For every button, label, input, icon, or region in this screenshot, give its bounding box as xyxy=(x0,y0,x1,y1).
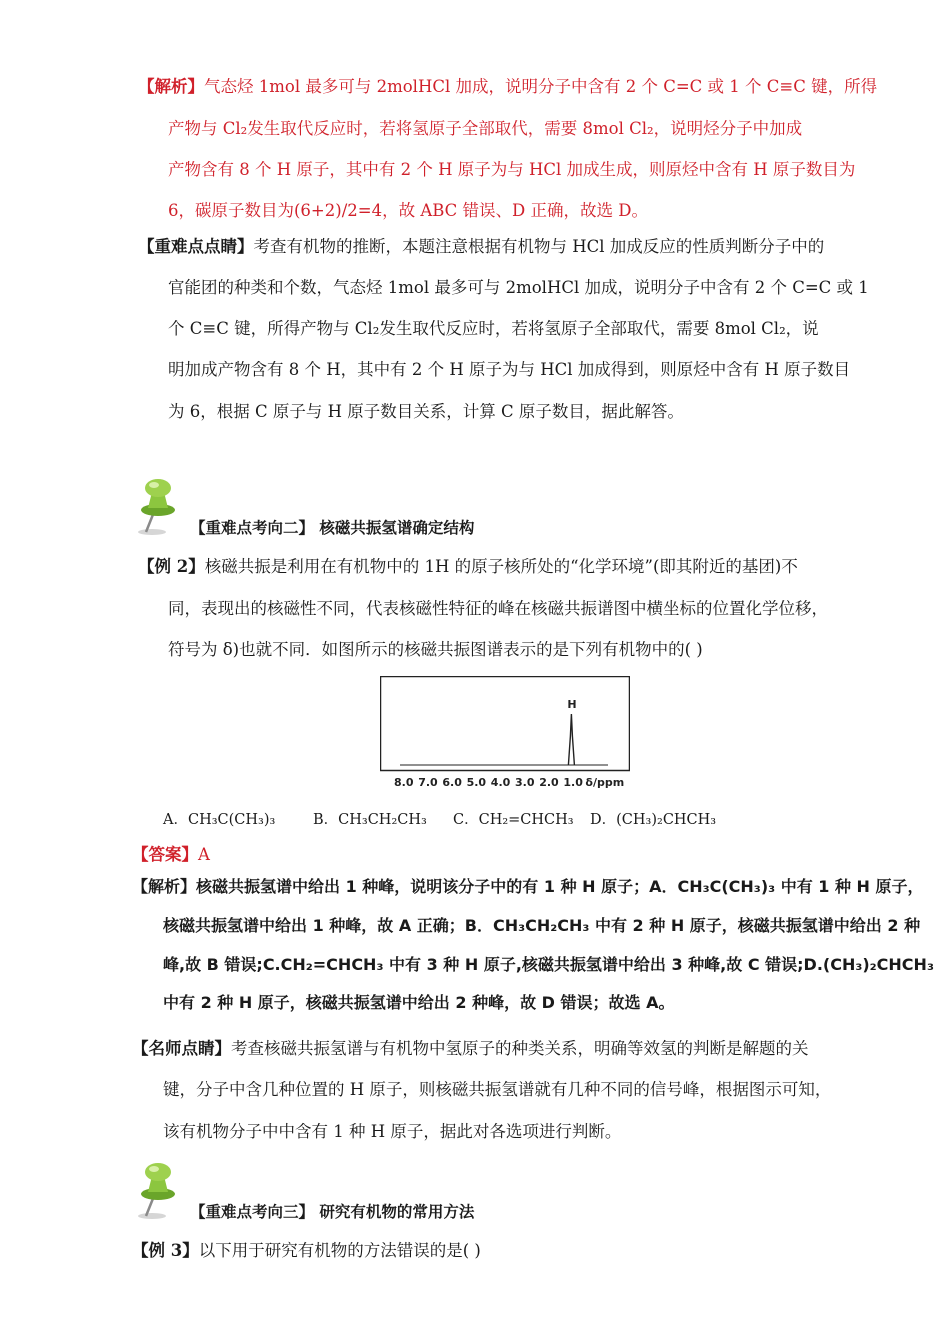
peak-label: H xyxy=(567,698,577,711)
teacher-note-tag: 【名师点睛】 xyxy=(132,1039,231,1058)
pushpin-icon xyxy=(128,1158,188,1222)
example-3-tag: 【例 3】 xyxy=(132,1241,199,1260)
teacher-note-line-3: 该有机物分子中中含有 1 种 H 原子，据此对各选项进行判断。 xyxy=(163,1122,622,1141)
example-2-line-1: 【例 2】核磁共振是利用在有机物中的 1H 的原子核所处的“化学环境”(即其附近的基团)不 xyxy=(138,557,798,576)
analysis-line-2: 产物与 Cl₂发生取代反应时，若将氢原子全部取代，需要 8mol Cl₂，说明烃分子中加成 xyxy=(168,119,803,138)
x-tick-label: 3.0 xyxy=(515,776,535,789)
analysis-2-line-4: 中有 2 种 H 原子，核磁共振氢谱中给出 2 种峰，故 D 错误；故选 A。 xyxy=(163,993,675,1012)
section-heading-2: 【重难点考向二】 核磁共振氢谱确定结构 xyxy=(190,519,475,537)
x-tick-label: 1.0 xyxy=(563,776,583,789)
example-3-line: 【例 3】以下用于研究有机物的方法错误的是( ) xyxy=(132,1241,481,1260)
nmr-peak xyxy=(568,714,574,765)
analysis-2-line-1: 【解析】核磁共振氢谱中给出 1 种峰，说明该分子中的有 1 种 H 原子；A．CH₃C(CH₃)₃ 中有 1 种 H 原子， xyxy=(132,877,924,896)
x-tick-label: 5.0 xyxy=(466,776,487,789)
key-point-line-2: 官能团的种类和个数，气态烃 1mol 最多可与 2molHCl 加成，说明分子中含有 2 个 C=C 或 1 xyxy=(168,278,869,297)
analysis-tag: 【解析】 xyxy=(138,77,204,96)
answer-value: A xyxy=(198,845,210,864)
key-point-tag: 【重难点点睛】 xyxy=(138,237,254,256)
x-tick-label: 8.0 xyxy=(394,776,414,789)
option-b[interactable]: B．CH₃CH₂CH₃ xyxy=(313,812,427,828)
teacher-note-line-2: 键，分子中含几种位置的 H 原子，则核磁共振氢谱就有几种不同的信号峰，根据图示可知， xyxy=(163,1080,832,1099)
example-2-tag: 【例 2】 xyxy=(138,557,205,576)
teacher-note-line-1: 【名师点睛】考查核磁共振氢谱与有机物中氢原子的种类关系，明确等效氢的判断是解题的关 xyxy=(132,1039,809,1058)
option-c[interactable]: C．CH₂=CHCH₃ xyxy=(453,812,574,828)
analysis-line-4: 6，碳原子数目为(6+2)/2=4，故 ABC 错误、D 正确，故选 D。 xyxy=(168,201,648,220)
key-point-line-4: 明加成产物含有 8 个 H，其中有 2 个 H 原子为与 HCl 加成得到，则原烃中含有 H 原子数目 xyxy=(168,360,851,379)
option-d[interactable]: D．(CH₃)₂CHCH₃ xyxy=(590,812,717,828)
x-tick-label: 7.0 xyxy=(418,776,438,789)
analysis-2-line-2: 核磁共振氢谱中给出 1 种峰，故 A 正确；B．CH₃CH₂CH₃ 中有 2 种 H 原子，核磁共振氢谱中给出 2 种 xyxy=(163,916,921,935)
key-point-line-5: 为 6，根据 C 原子与 H 原子数目关系，计算 C 原子数目，据此解答。 xyxy=(168,402,684,421)
analysis-2-tag: 【解析】 xyxy=(132,877,197,896)
pushpin-icon xyxy=(128,474,188,538)
example-2-line-2: 同，表现出的核磁性不同，代表核磁性特征的峰在核磁共振谱图中横坐标的位置化学位移， xyxy=(168,599,828,618)
analysis-2-line-3: 峰,故 B 错误;C.CH₂=CHCH₃ 中有 3 种 H 原子,核磁共振氢谱中给出 3 种峰,故 C 错误;D.(CH₃)₂CHCH₃ xyxy=(163,955,934,974)
x-axis-label: δ/ppm xyxy=(585,776,625,789)
key-point-line-3: 个 C≡C 键，所得产物与 Cl₂发生取代反应时，若将氢原子全部取代，需要 8mol Cl₂，说 xyxy=(168,319,819,338)
nmr-spectrum-chart xyxy=(380,676,630,796)
x-tick-label: 2.0 xyxy=(539,776,559,789)
analysis-line-1: 【解析】气态烃 1mol 最多可与 2molHCl 加成，说明分子中含有 2 个 C=C 或 1 个 C≡C 键，所得 xyxy=(138,77,878,96)
answer-line xyxy=(132,844,210,866)
option-a[interactable]: A．CH₃C(CH₃)₃ xyxy=(163,812,276,828)
section-heading-3: 【重难点考向三】 研究有机物的常用方法 xyxy=(190,1203,475,1221)
example-2-line-3: 符号为 δ)也就不同．如图所示的核磁共振图谱表示的是下列有机物中的( ) xyxy=(168,640,703,659)
x-tick-label: 6.0 xyxy=(442,776,462,789)
chart-frame xyxy=(381,677,630,771)
x-tick-label: 4.0 xyxy=(490,776,511,789)
key-point-line-1: 【重难点点睛】考查有机物的推断，本题注意根据有机物与 HCl 加成反应的性质判断分子中的 xyxy=(138,237,825,256)
answer-tag: 【答案】 xyxy=(132,845,198,864)
analysis-line-3: 产物含有 8 个 H 原子，其中有 2 个 H 原子为与 HCl 加成生成，则原烃中含有 H 原子数目为 xyxy=(168,160,856,179)
